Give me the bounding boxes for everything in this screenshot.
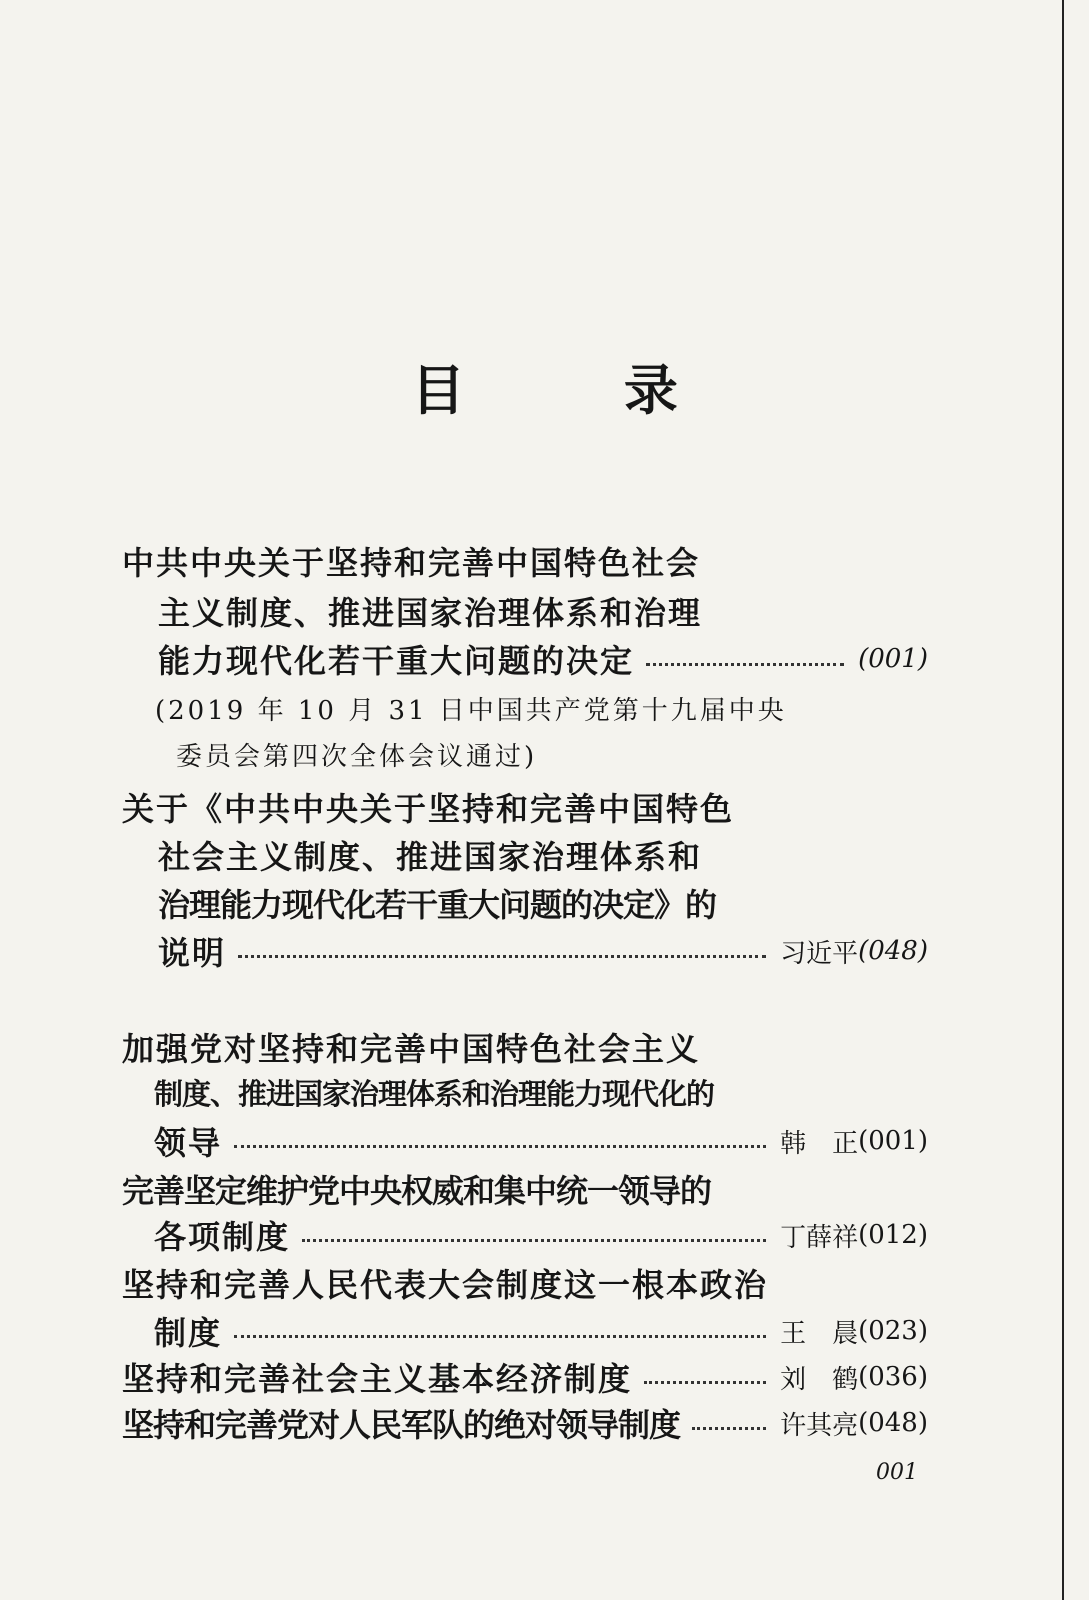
toc-entry-leader-row[interactable] <box>122 1400 928 1446</box>
dot-leader <box>302 1239 766 1242</box>
page-title: 目 录 <box>411 358 748 422</box>
toc-entry-line: 完善坚定维护党中央权威和集中统一领导的 <box>122 1172 712 1210</box>
dot-leader <box>692 1427 766 1430</box>
toc-entry-line: 坚持和完善社会主义基本经济制度 <box>122 1360 633 1398</box>
toc-entry-line: 制度 <box>154 1314 223 1352</box>
dot-leader <box>238 955 766 958</box>
toc-entry-line: 领导 <box>154 1124 223 1162</box>
author-name: 韩 正 <box>780 1128 859 1159</box>
toc-entry-line: 加强党对坚持和完善中国特色社会主义 <box>122 1030 701 1068</box>
page-number: (012) <box>858 1220 928 1250</box>
toc-entry-leader-row[interactable] <box>154 1308 928 1354</box>
toc-entry-line: 坚持和完善党对人民军队的绝对领导制度 <box>122 1406 681 1444</box>
toc-entry-leader-row[interactable] <box>158 636 928 682</box>
toc-entry-line: 能力现代化若干重大问题的决定 <box>158 642 635 680</box>
dot-leader <box>234 1145 766 1148</box>
toc-entry-leader-row[interactable] <box>122 1354 928 1400</box>
toc-entry-line: 关于《中共中央关于坚持和完善中国特色 <box>122 790 735 828</box>
toc-entry-line: 坚持和完善人民代表大会制度这一根本政治 <box>122 1266 769 1304</box>
dot-leader <box>234 1335 766 1338</box>
author-name: 刘 鹤 <box>780 1364 859 1395</box>
toc-entry-line: 主义制度、推进国家治理体系和治理 <box>158 594 703 632</box>
page-number: (001) <box>858 1126 928 1156</box>
toc-entry-note: (2019 年 10 月 31 日中国共产党第十九届中央 <box>155 696 787 726</box>
page-number: (001) <box>858 644 928 674</box>
page-number: (048) <box>858 936 928 966</box>
toc-entry-line: 制度、推进国家治理体系和治理能力现代化的 <box>154 1077 715 1111</box>
page-folio: 001 <box>876 1460 918 1485</box>
page-number: (036) <box>858 1362 928 1392</box>
toc-entry-line: 各项制度 <box>154 1218 291 1256</box>
toc-entry-line: 治理能力现代化若干重大问题的决定》的 <box>158 886 717 924</box>
toc-entry-leader-row[interactable] <box>154 1212 928 1258</box>
page-number: (023) <box>858 1316 928 1346</box>
author-name: 许其亮 <box>780 1410 859 1441</box>
author-name: 习近平 <box>780 938 859 969</box>
toc-entry-line: 中共中央关于坚持和完善中国特色社会 <box>122 544 701 582</box>
toc-entry-leader-row[interactable] <box>158 928 928 974</box>
author-name: 丁薛祥 <box>780 1222 859 1253</box>
scan-edge-line <box>1062 0 1064 1600</box>
toc-entry-line: 社会主义制度、推进国家治理体系和 <box>158 838 703 876</box>
author-name: 王 晨 <box>780 1318 859 1349</box>
dot-leader <box>644 1381 766 1384</box>
toc-entry-line: 说明 <box>158 934 227 972</box>
page-number: (048) <box>858 1408 928 1438</box>
toc-entry-note: 委员会第四次全体会议通过) <box>176 742 538 772</box>
toc-entry-leader-row[interactable] <box>154 1118 928 1164</box>
dot-leader <box>646 663 844 666</box>
